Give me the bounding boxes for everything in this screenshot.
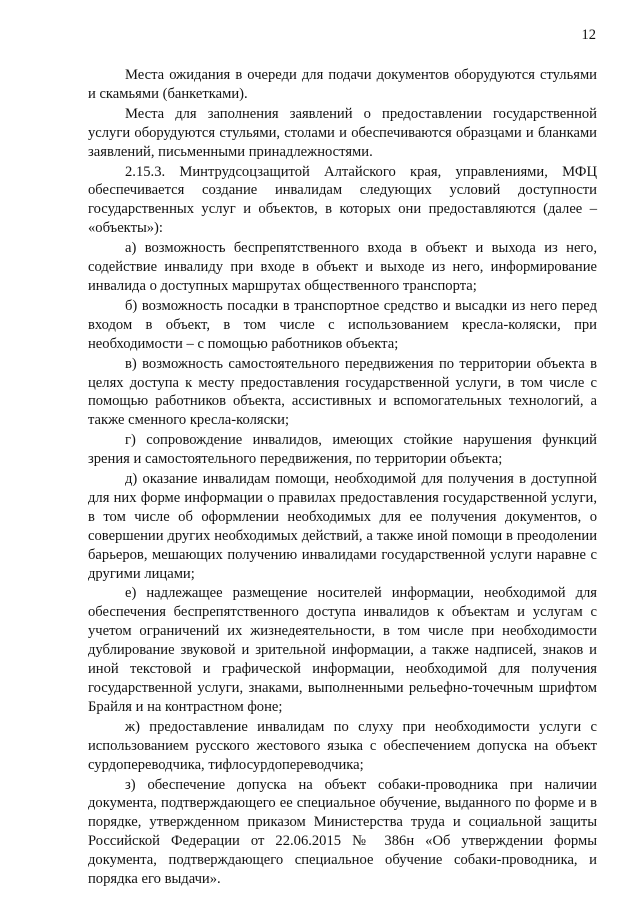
list-item-g: г) сопровождение инвалидов, имеющих стойкие нарушения функций зрения и самостоятельного передвижения, по территории объекта; [88,432,597,468]
list-item-b: б) возможность посадки в транспортное средство и высадки из него перед входом в объект, в том числе с использованием кресла-коляски, при необходимости – с помощью работников объекта; [88,297,597,352]
list-item-v: в) возможность самостоятельного передвижения по территории объекта в целях доступа к месту предоставления государственной услуги, в том числе с помощью работников объекта, ассистивных и вспомогательных технологий, а также сменного кресла-коляски; [88,355,597,429]
page-number: 12 [581,27,596,43]
paragraph-waiting-places: Места ожидания в очереди для подачи документов оборудуются стульями и скамьями (банкетками). [88,67,597,102]
list-item-z: з) обеспечение допуска на объект собаки-проводника при наличии документа, подтверждающего ее специальное обучение, выданного по форме и в порядке, утвержденном приказом Министерства труда и социальной защиты Российской Федерации от 22.06.2015 № 386н «Об утверждении формы документа, подтверждающего специальное обучение собаки-проводника, и порядка его выдачи». [88,776,597,888]
document-body [88,66,597,890]
list-item-a: а) возможность беспрепятственного входа в объект и выхода из него, содействие инвалиду при входе в объект и выходе из него, информирование инвалида о доступных маршрутах общественного транспорта; [88,240,597,294]
paragraph-application-places: Места для заполнения заявлений о предоставлении государственной услуги оборудуются стульями, столами и обеспечиваются образцами и бланками заявлений, письменными принадлежностями. [88,105,597,160]
list-item-d: д) оказание инвалидам помощи, необходимой для получения в доступной для них форме информации о правилах предоставления государственной услуги, в том числе об оформлении необходимых для ее получения документов, о совершении других необходимых действий, а также иной помощи в преодолении барьеров, мешающих получению инвалидами государственной услуги наравне с другими лицами; [88,471,597,582]
list-item-e: е) надлежащее размещение носителей информации, необходимой для обеспечения беспрепятственного доступа инвалидов к объектам и услугам с учетом ограничений их жизнедеятельности, в том числе при необходимости дублирование звуковой и зрительной информации, а также надписей, знаков и иной текстовой и графической информации, необходимой для получения государственной услуги, знаками, выполненными рельефно-точечным шрифтом Брайля и на контрастном фоне; [88,585,597,715]
paragraph-section-2-15-3: 2.15.3. Минтрудсоцзащитой Алтайского края, управлениями, МФЦ обеспечивается создание инвалидам следующих условий доступности государственных услуг и объектов, в которых они предоставляются (далее – «объекты»): [88,163,597,237]
list-item-zh: ж) предоставление инвалидам по слуху при необходимости услуги с использованием русского жестового языка с обеспечением допуска на объект сурдопереводчика, тифлосурдопереводчика; [88,718,597,773]
